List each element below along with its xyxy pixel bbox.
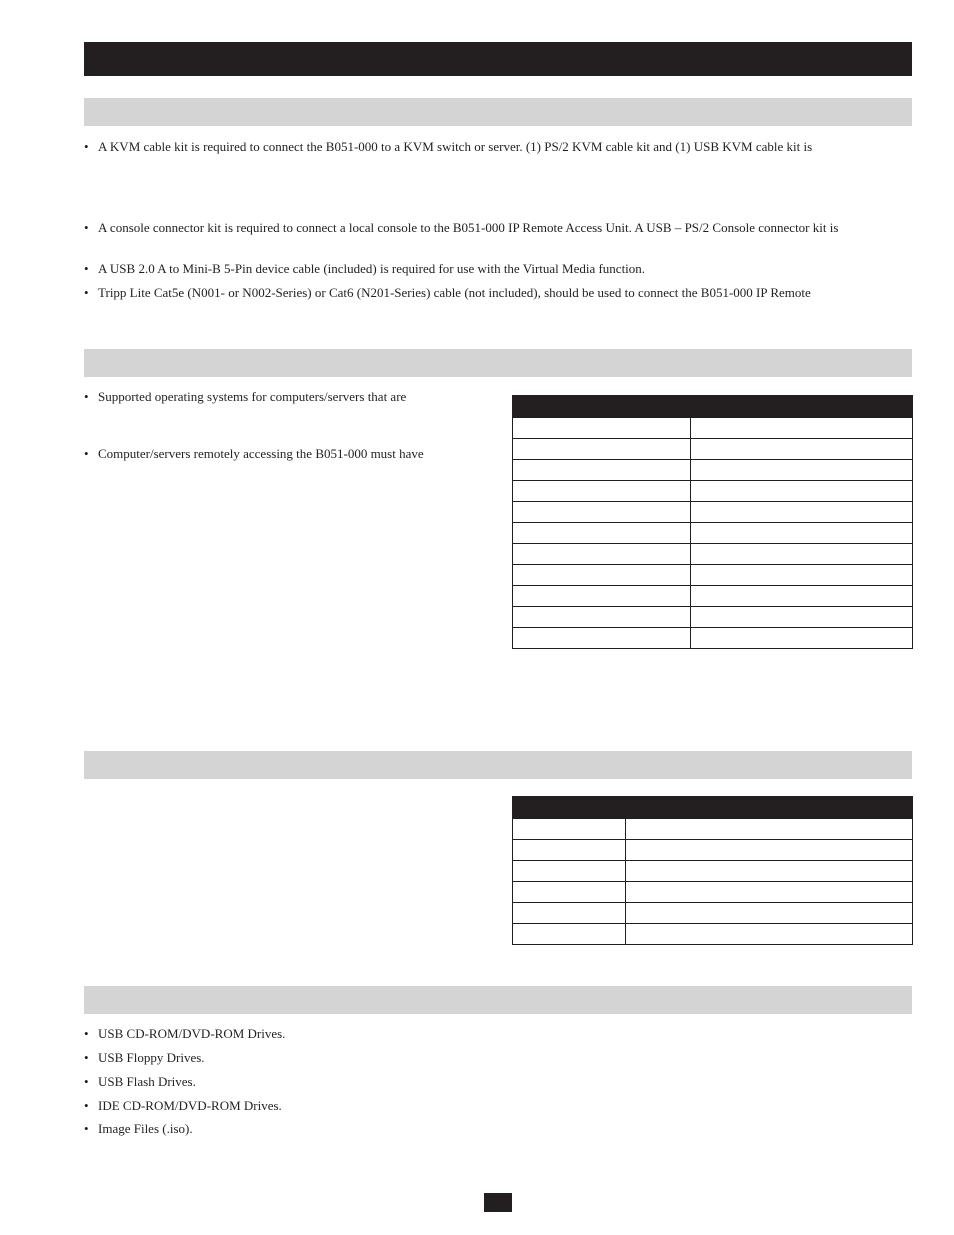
table-row bbox=[513, 882, 913, 903]
table-row bbox=[513, 439, 913, 460]
list-item: • Computer/servers remotely accessing the B051-000 must have bbox=[84, 446, 424, 461]
table-cell bbox=[626, 924, 913, 945]
table-header-cell bbox=[513, 396, 691, 418]
table-cell bbox=[513, 861, 626, 882]
table-cell bbox=[513, 565, 691, 586]
list-item: • A KVM cable kit is required to connect the B051-000 to a KVM switch or server. (1) PS/2 KVM cable kit and (1) USB KVM cable kit is bbox=[84, 139, 813, 154]
table-header-row bbox=[513, 797, 913, 819]
table-row bbox=[513, 924, 913, 945]
table-cell bbox=[513, 903, 626, 924]
table-header-row bbox=[513, 396, 913, 418]
table-cell bbox=[626, 819, 913, 840]
section-header-supported-devices bbox=[84, 986, 912, 1014]
table-row bbox=[513, 586, 913, 607]
list-item: • USB CD-ROM/DVD-ROM Drives. bbox=[84, 1026, 286, 1041]
table-cell bbox=[513, 523, 691, 544]
list-item: • USB Flash Drives. bbox=[84, 1074, 196, 1089]
virtual-media-table bbox=[512, 796, 913, 945]
table-row bbox=[513, 418, 913, 439]
section-header-operating-systems bbox=[84, 349, 912, 377]
table-cell bbox=[513, 607, 691, 628]
list-item: • Supported operating systems for computers/servers that are bbox=[84, 389, 407, 404]
page-title-bar bbox=[84, 42, 912, 76]
section-header-virtual-media bbox=[84, 751, 912, 779]
table-cell bbox=[513, 586, 691, 607]
list-item: • IDE CD-ROM/DVD-ROM Drives. bbox=[84, 1098, 282, 1113]
table-cell bbox=[626, 903, 913, 924]
table-cell bbox=[513, 628, 691, 649]
table-cell bbox=[513, 418, 691, 439]
table-cell bbox=[513, 840, 626, 861]
page-number-box bbox=[484, 1193, 512, 1212]
table-cell bbox=[691, 628, 913, 649]
table-cell bbox=[691, 439, 913, 460]
list-item: • A USB 2.0 A to Mini-B 5-Pin device cable (included) is required for use with the Virtual Media function. bbox=[84, 261, 646, 276]
table-cell bbox=[626, 861, 913, 882]
table-row bbox=[513, 544, 913, 565]
table-header-cell bbox=[513, 797, 626, 819]
table-row bbox=[513, 481, 913, 502]
table-row bbox=[513, 523, 913, 544]
table-cell bbox=[691, 586, 913, 607]
table-cell bbox=[513, 924, 626, 945]
table-row bbox=[513, 861, 913, 882]
section-header-requirements bbox=[84, 98, 912, 126]
table-cell bbox=[691, 460, 913, 481]
table-row bbox=[513, 819, 913, 840]
list-item: • A console connector kit is required to connect a local console to the B051-000 IP Remote Access Unit. A USB – PS/2 Console connector kit is bbox=[84, 220, 839, 235]
table-cell bbox=[691, 481, 913, 502]
table-row bbox=[513, 460, 913, 481]
table-header-cell bbox=[691, 396, 913, 418]
table-row bbox=[513, 840, 913, 861]
table-cell bbox=[691, 523, 913, 544]
table-row bbox=[513, 628, 913, 649]
list-item: • Image Files (.iso). bbox=[84, 1121, 193, 1136]
os-table bbox=[512, 395, 913, 649]
table-cell bbox=[691, 544, 913, 565]
table-cell bbox=[513, 481, 691, 502]
table-cell bbox=[626, 840, 913, 861]
table-header-cell bbox=[626, 797, 913, 819]
table-cell bbox=[691, 565, 913, 586]
list-item: • Tripp Lite Cat5e (N001- or N002-Series) or Cat6 (N201-Series) cable (not included), should be used to connect the B051-000 IP Remote bbox=[84, 285, 811, 300]
list-item: • USB Floppy Drives. bbox=[84, 1050, 205, 1065]
table-row bbox=[513, 607, 913, 628]
table-cell bbox=[691, 418, 913, 439]
table-row bbox=[513, 502, 913, 523]
table-cell bbox=[691, 607, 913, 628]
table-cell bbox=[626, 882, 913, 903]
table-cell bbox=[691, 502, 913, 523]
table-row bbox=[513, 903, 913, 924]
table-cell bbox=[513, 502, 691, 523]
table-row bbox=[513, 565, 913, 586]
table-cell bbox=[513, 882, 626, 903]
table-cell bbox=[513, 544, 691, 565]
table-cell bbox=[513, 819, 626, 840]
table-cell bbox=[513, 460, 691, 481]
table-cell bbox=[513, 439, 691, 460]
